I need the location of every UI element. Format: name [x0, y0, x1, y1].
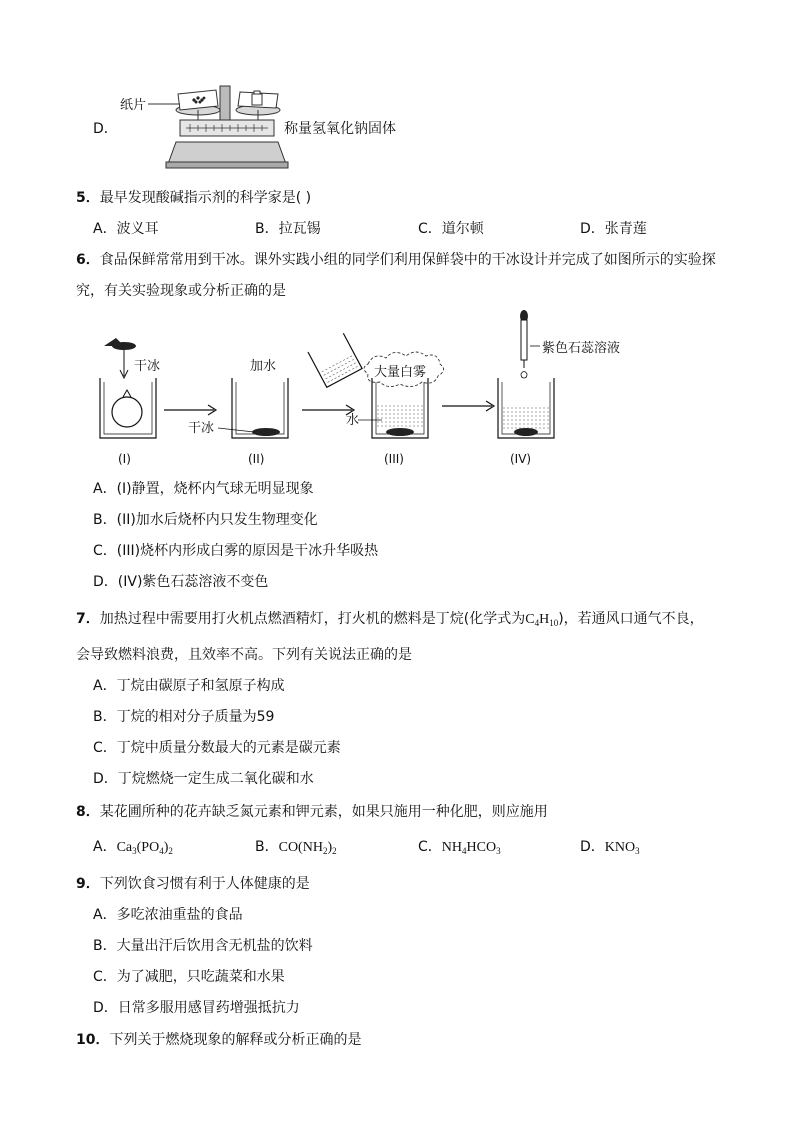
q7-option-a[interactable]: A．丁烷由碳原子和氢原子构成 [93, 678, 285, 694]
q4-option-d-letter: D． [93, 121, 118, 137]
question-6-stem-line2: 究，有关实验现象或分析正确的是 [76, 283, 286, 299]
balance-scale-figure [118, 80, 298, 172]
q7-option-c[interactable]: C．丁烷中质量分数最大的元素是碳元素 [93, 740, 341, 756]
label-add-water: 加水 [250, 359, 277, 374]
q6-option-c[interactable]: C．(III)烧杯内形成白雾的原因是干冰升华吸热 [93, 543, 379, 559]
step-label-2: (II) [248, 452, 265, 466]
step-label-4: (IV) [510, 452, 532, 466]
label-white-fog: 大量白雾 [374, 365, 427, 380]
question-9-stem: 9．下列饮食习惯有利于人体健康的是 [76, 876, 310, 892]
label-dry-ice-top: 干冰 [134, 359, 161, 374]
question-5-stem: 5．最早发现酸碱指示剂的科学家是( ) [76, 190, 312, 206]
question-8-stem: 8．某花圃所种的花卉缺乏氮元素和钾元素，如果只施用一种化肥，则应施用 [76, 804, 548, 820]
step-label-1: (I) [118, 452, 131, 466]
q9-option-c[interactable]: C．为了减肥，只吃蔬菜和水果 [93, 969, 285, 985]
q8-option-a[interactable]: A．$Ca_3(PO_4)_2$ [93, 839, 173, 856]
q5-option-b[interactable]: B．拉瓦锡 [255, 221, 321, 237]
dry-ice-experiment-figure [90, 308, 650, 470]
q8-option-d[interactable]: D．$KNO_3$ [580, 839, 640, 856]
label-litmus: 紫色石蕊溶液 [542, 341, 621, 356]
q6-option-d[interactable]: D．(IV)紫色石蕊溶液不变色 [93, 574, 269, 590]
q6-option-a[interactable]: A．(I)静置，烧杯内气球无明显现象 [93, 481, 314, 497]
label-water: 水 [346, 413, 360, 428]
paper-label: 纸片 [120, 98, 147, 113]
q4-option-d-caption: 称量氢氧化钠固体 [284, 121, 396, 137]
butane-formula: $C_4H_{10}$ [525, 612, 559, 628]
q6-option-b[interactable]: B．(II)加水后烧杯内只发生物理变化 [93, 512, 318, 528]
q7-option-d[interactable]: D．丁烷燃烧一定生成二氧化碳和水 [93, 771, 314, 787]
q9-option-b[interactable]: B．大量出汗后饮用含无机盐的饮料 [93, 938, 313, 954]
label-dry-ice-2: 干冰 [188, 421, 215, 436]
question-7-stem-line2: 会导致燃料浪费，且效率不高。下列有关说法正确的是 [76, 647, 412, 663]
q5-option-a[interactable]: A．波义耳 [93, 221, 159, 237]
q8-option-c[interactable]: C．$NH_4HCO_3$ [418, 839, 501, 856]
q8-option-b[interactable]: B．$CO(NH_2)_2$ [255, 839, 337, 856]
q5-option-c[interactable]: C．道尔顿 [418, 221, 484, 237]
question-7-stem-line1: 7．加热过程中需要用打火机点燃酒精灯，打火机的燃料是丁烷(化学式为$C_4H_{10}$)，若通风口通气不良， [76, 611, 704, 628]
q5-option-d[interactable]: D．张青莲 [580, 221, 647, 237]
q7-option-b[interactable]: B．丁烷的相对分子质量为59 [93, 709, 275, 725]
question-6-stem-line1: 6．食品保鲜常常用到干冰。课外实践小组的同学们利用保鲜袋中的干冰设计并完成了如图所示的实验探 [76, 252, 716, 268]
q9-option-a[interactable]: A．多吃浓油重盐的食品 [93, 907, 243, 923]
question-10-stem: 10．下列关于燃烧现象的解释或分析正确的是 [76, 1032, 362, 1048]
step-label-3: (III) [384, 452, 404, 466]
q9-option-d[interactable]: D．日常多服用感冒药增强抵抗力 [93, 1000, 300, 1016]
